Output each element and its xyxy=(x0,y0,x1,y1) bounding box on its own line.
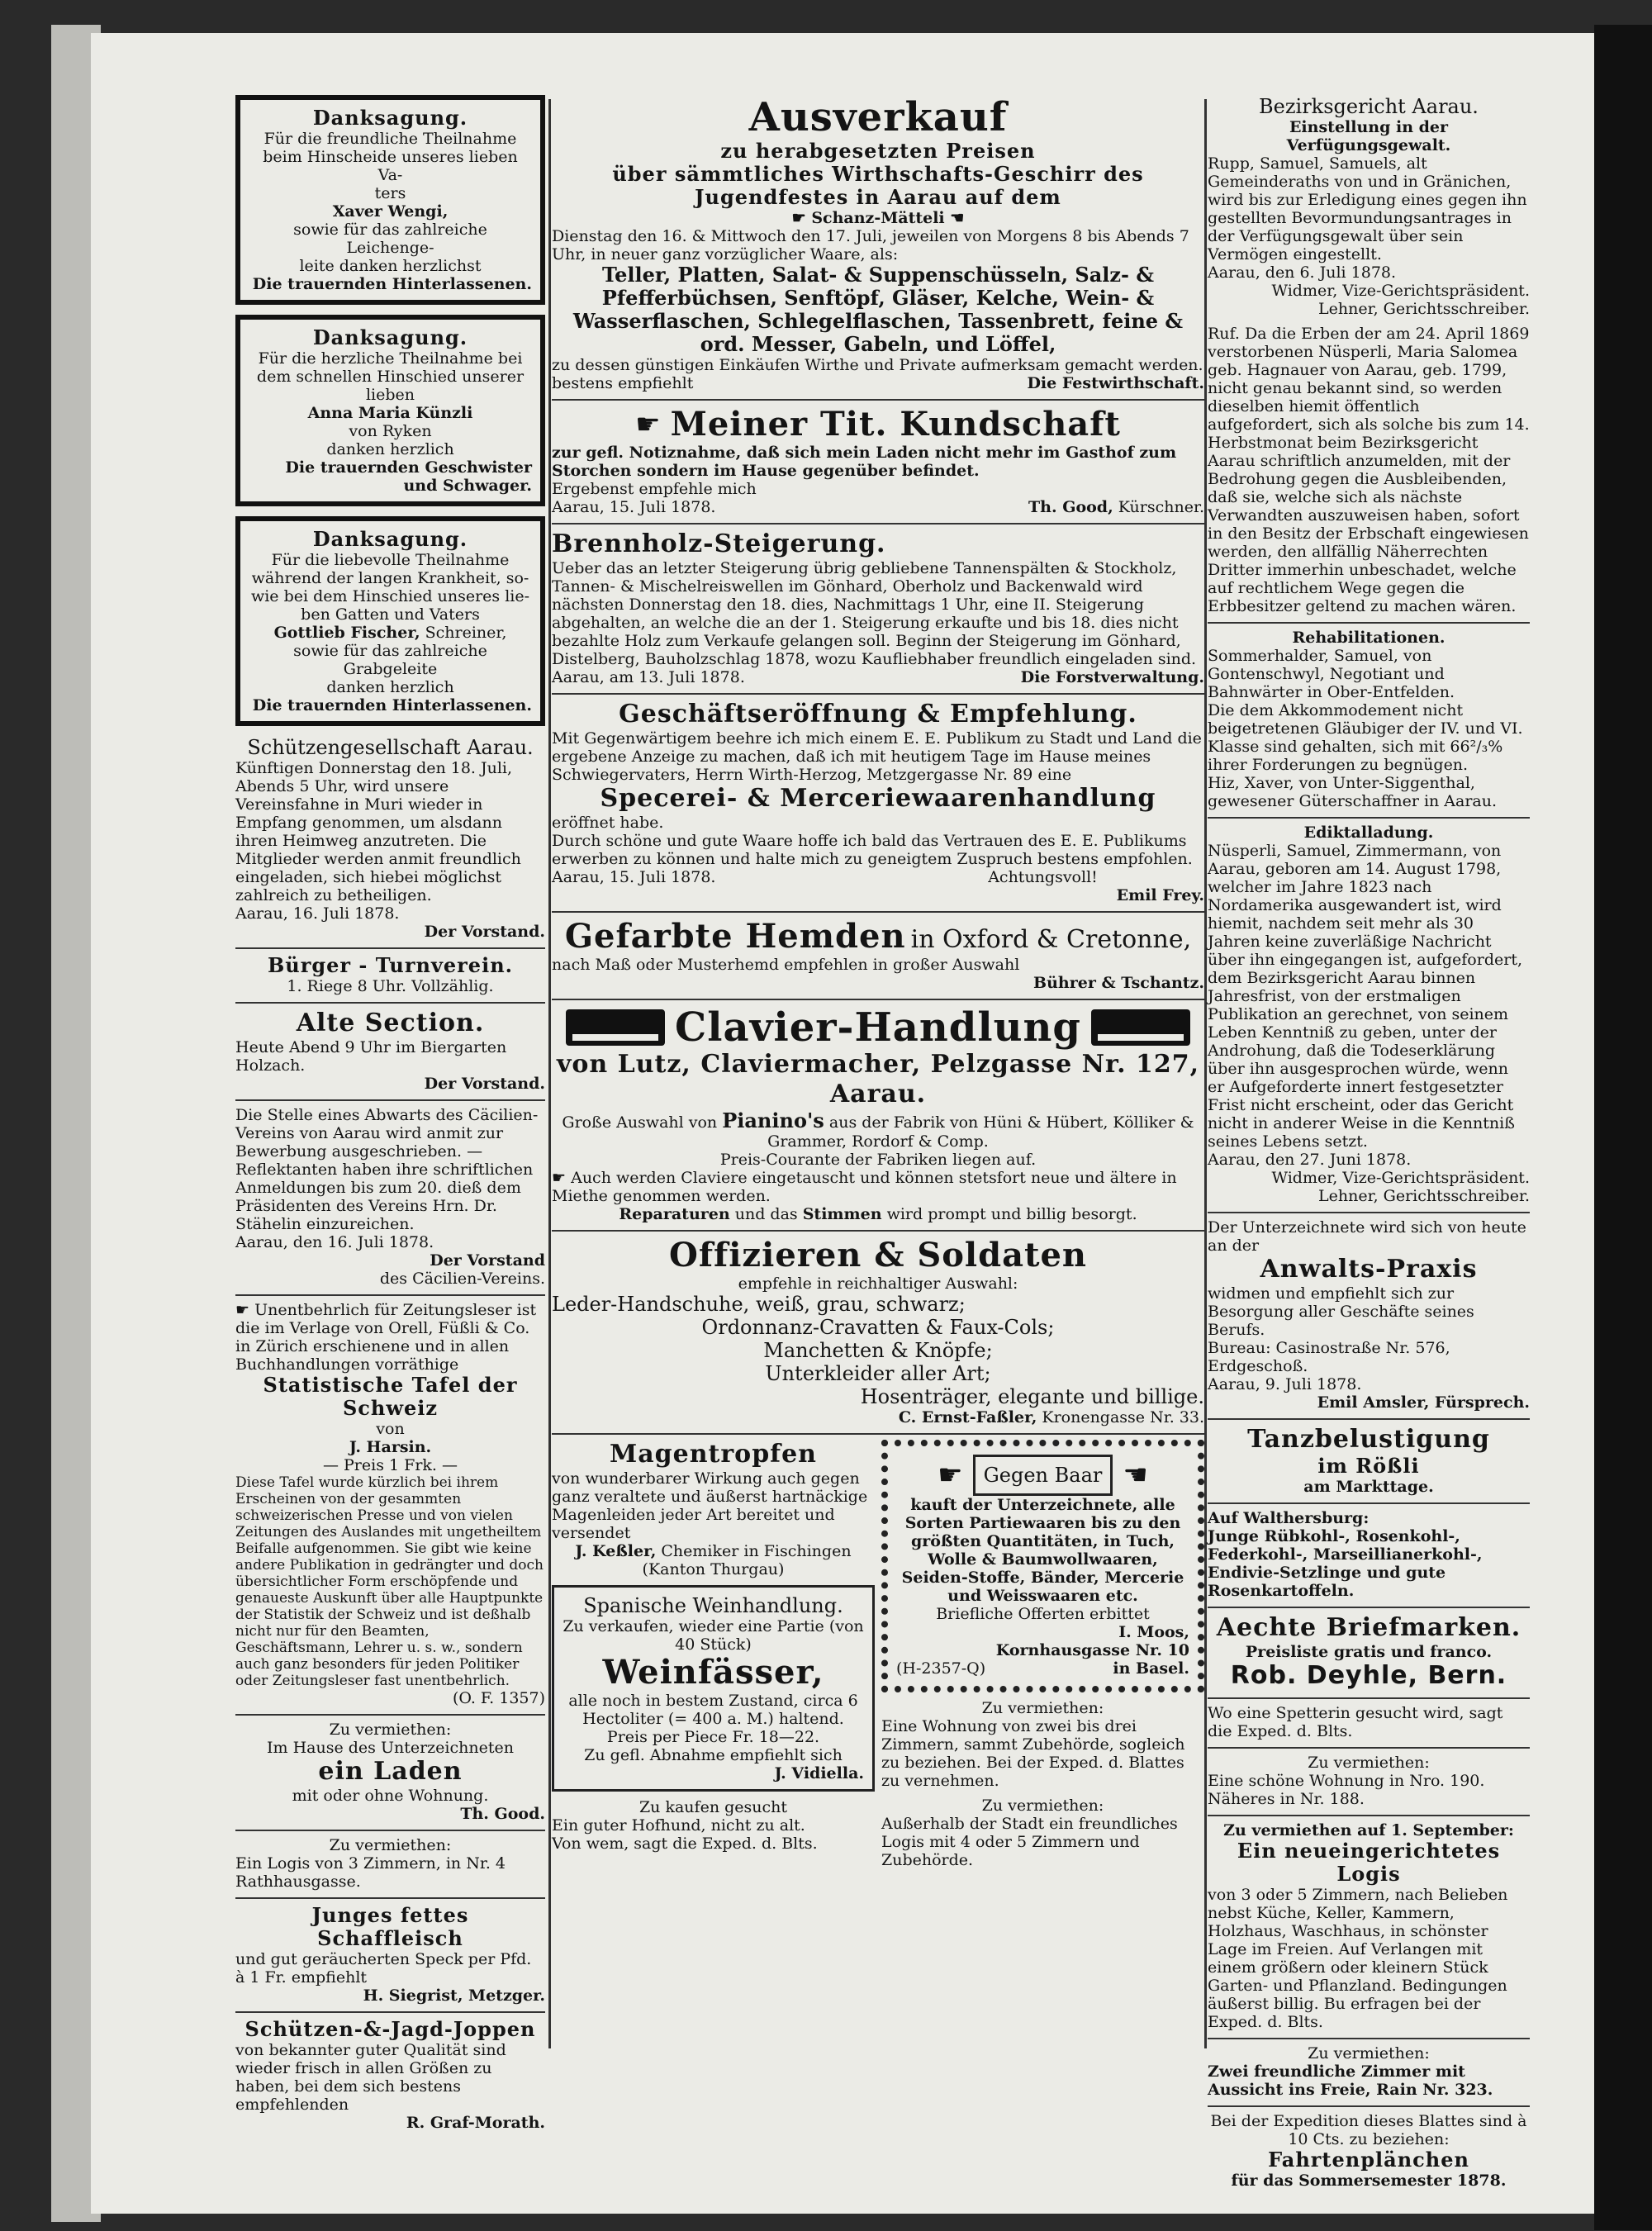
wohnung-190-ad: Zu vermiethen: Eine schöne Wohnung in Nro. 190. Näheres in Nr. 188. xyxy=(1208,1754,1485,1808)
schuetzengesellschaft-ad: Schützengesellschaft Aarau. Künftigen Donnerstag den 18. Juli, Abends 5 Uhr, wird unsere Vereinsfahne in Muri wieder in Empfang genommen, um alsdann ihren Heimweg anzutreten. Die Mitglieder werden anmit freundlich eingeladen, sich hiebei möglichst zahlreich zu betheiligen. Aarau, 16. Juli 1878. Der Vorstand. xyxy=(235,736,545,941)
briefmarken-ad: Aechte Briefmarken. Preisliste gratis und franco. Rob. Deyhle, Bern. xyxy=(1216,1613,1521,1690)
pointing-hand-icon: ☛ xyxy=(235,1301,250,1319)
hofhund-ad: Zu kaufen gesucht Ein guter Hofhund, nicht zu alt. Von wem, sagt die Exped. d. Blts. xyxy=(552,1798,818,1853)
zimmer-ad: Zu vermiethen: Zwei freundliche Zimmer mit Aussicht ins Freie, Rain Nr. 323. xyxy=(1208,2044,1493,2099)
lower-middle-ads xyxy=(552,1440,1204,1876)
turnverein-ad: Bürger - Turnverein. 1. Riege 8 Uhr. Vollzählig. xyxy=(268,953,513,995)
laden-ad: Zu vermiethen: Im Hause des Unterzeichneten ein Laden mit oder ohne Wohnung. Th. Good. xyxy=(267,1721,545,1823)
column-left xyxy=(235,95,545,2138)
schaffleisch-ad: Junges fettes Schaffleisch und gut geräucherten Speck per Pfd. à 1 Fr. empfiehlt H. Siegrist, Metzger. xyxy=(235,1903,545,2005)
pointing-hand-icon: ☚ xyxy=(950,209,965,227)
clavier-ad: Clavier-Handlung von Lutz, Claviermacher, Pelzgasse Nr. 127, Aarau. Große Auswahl von Pianino's aus der Fabrik von Hüni & Hübert, Kölliker & Grammer, Rordorf & Comp. Preis-Courante der Fabriken liegen auf. ☛ Auch werden Claviere eingetauscht und können stetsfort neue und ältere in Miethe genommen werden. Reparaturen und das Stimmen wird prompt und billig besorgt. xyxy=(552,1004,1200,1223)
offiziere-ad: Offizieren & Soldaten empfehle in reichhaltiger Auswahl: Leder-Handschuhe, weiß, grau, schwarz; Ordonnanz-Cravatten & Faux-Cols; Manchetten & Knöpfe; Unterkleider aller Art; Hosenträger, elegante und billige. C. Ernst-Faßler, Kronengasse Nr. 33. xyxy=(552,1236,1204,1426)
column-rule xyxy=(548,99,551,2048)
pointing-hand-icon: ☛ xyxy=(635,408,661,441)
column-rule xyxy=(1204,99,1207,2048)
danksagung-fischer: Danksagung. Für die liebevolle Theilnahme während der langen Krankheit, so- wie bei dem Hinschied unseres lie- ben Gatten und Vaters Gottlieb Fischer, Schreiner, sowie für das zahlreiche Grabgeleite danken herzlich Die trauernden Hinterlassenen. xyxy=(235,516,545,726)
column-right xyxy=(1208,95,1530,2196)
geschaeftseroeffnung-ad: Geschäftseröffnung & Empfehlung. Mit Gegenwärtigem beehre ich mich einem E. E. Publikum zu Stadt und Land die ergebene Anzeige zu machen, daß ich mit heutigem Tage im Hause meines Schwiegervaters, Herrn Wirth-Herzog, Metzgergasse Nr. 89 eine Specerei- & Merceriewaarenhandlung eröffnet habe. Durch schöne und gute Waare hoffe ich bald das Vertrauen des E. E. Publikums erwerben zu können und halte mich zu geneigtem Zuspruch bestens empfohlen. Aarau, 15. Juli 1878. Achtungsvoll! Emil Frey. xyxy=(552,700,1204,904)
wohnung-ad: Zu vermiethen: Eine Wohnung von zwei bis drei Zimmern, sammt Zubehörde, sogleich zu beziehen. Bei der Exped. d. Blattes zu vernehmen. xyxy=(881,1699,1185,1790)
pointing-hand-icon: ☚ xyxy=(1123,1459,1148,1492)
rehabilitationen: Rehabilitationen. Sommerhalder, Samuel, von Gontenschwyl, Negotiant und Bahnwärter in Ober-Entfelden. Die dem Akkommodement nicht beigetretenen Gläubiger der IV. und VI. Klasse sind gehalten, sich mit 66²/₃% ihrer Forderungen zu begnügen. Hiz, Xaver, von Unter-Siggenthal, gewesener Güterschaffner in Aarau. xyxy=(1208,629,1523,810)
bezirksgericht-ad: Bezirksgericht Aarau. Einstellung in der Verfügungsgewalt. Rupp, Samuel, Samuels, alt Gemeinderaths von und in Gränichen, wird bis zur Erledigung eines gegen ihn gestellten Bevormundungsantrages in der Verfügungsgewalt über sein Vermögen eingestellt. Aarau, den 6. Juli 1878. Widmer, Vize-Gerichtspräsident. Lehner, Gerichtsschreiber. xyxy=(1208,95,1530,318)
ruf-notice: Ruf. Da die Erben der am 24. April 1869 verstorbenen Nüsperli, Maria Salomea geb. Hagnauer von Aarau, geb. 1799, nicht genau bekannt sind, so werden dieselben hiemit öffentlich aufgefordert, sich als solche bis zum 14. Herbstmonat beim Bezirksgericht Aarau schriftlich anzumelden, mit der Bedrohung gegen die Ausbleibenden, daß sie, welche sich als nächste Verwandten auszuweisen haben, sofort in den Besitz der Erbschaft eingewiesen werden, den allfällig Näherrechten Dritter immerhin unbeschadet, welche auf rechtlichem Wege gegen die Erbbesitzer geltend zu machen wären. xyxy=(1208,325,1530,615)
ediktalladung: Ediktalladung. Nüsperli, Samuel, Zimmermann, von Aarau, geboren am 14. August 1798, welcher im Jahre 1823 nach Nordamerika ausgewandert ist, wird hiemit, nachdem seit mehr als 30 Jahren keine zuverläßige Nachricht über ihn eingegangen ist, aufgefordert, dem Bezirksgericht Aarau binnen Jahresfrist, von der erstmaligen Publikation an gerechnet, von seinem Leben Kenntniß zu geben, unter der Androhung, daß die Todeserklärung über ihn ausgesprochen würde, wenn er Aufgeforderte innert festgesetzter Frist nicht erscheint, oder das Gericht nicht in anderer Weise in die Kenntniß seines Lebens setzt. Aarau, den 27. Juni 1878. Widmer, Vize-Gerichtspräsident. Lehner, Gerichtsschreiber. xyxy=(1208,824,1530,1205)
brennholz-ad: Brennholz-Steigerung. Ueber das an letzter Steigerung übrig gebliebene Tannenspälten & Stockholz, Tannen- & Mischelreiswellen im Gönhard, Oberholz und Backenwald wird nächsten Donnerstag den 18. dies, Nachmittags 1 Uhr, eine II. Steigerung abgehalten, an welche die an der 1. Steigerung erkaufte und bis 18. dies nicht bezahlte Holz zum Verkaufe gelangen soll. Beginn der Steigerung im Gönhard, Distelberg, Bauholzschlag 1878, wozu Kaufliebhaber freundlich eingeladen sind. Aarau, am 13. Juli 1878. Die Forstverwaltung. xyxy=(552,529,1204,686)
column-middle xyxy=(552,95,1204,1876)
alte-section-ad: Alte Section. Heute Abend 9 Uhr im Biergarten Holzach. Der Vorstand. xyxy=(235,1009,545,1093)
piano-icon xyxy=(1091,1009,1190,1046)
walthersburg-ad: Auf Walthersburg: Junge Rübkohl-, Rosenkohl-, Federkohl-, Marseillianerkohl-, Endivie-Setzlinge und gute Rosenkartoffeln. xyxy=(1208,1509,1483,1600)
pointing-hand-icon: ☛ xyxy=(791,209,806,227)
kundschaft-ad: ☛ Meiner Tit. Kundschaft zur gefl. Notiznahme, daß sich mein Laden nicht mehr im Gasthof zum Storchen sondern im Hause gegenüber befindet. Ergebenst empfehle mich Aarau, 15. Juli 1878. Th. Good, Kürschner. xyxy=(552,405,1204,516)
statistische-tafel-ad: ☛ Unentbehrlich für Zeitungsleser ist die im Verlage von Orell, Füßli & Co. in Zürich erschienene und in allen Buchhandlungen vorräthige Statistische Tafel der Schweiz von J. Harsin. — Preis 1 Frk. — Diese Tafel wurde kürzlich bei ihrem Erscheinen von der gesammten schweizerischen Presse und von vielen Zeitungen des Auslandes mit ungetheiltem Beifalle aufgenommen. Sie gibt wie keine andere Publikation in gedrängter und doch übersichtlicher Form erschöpfende und genaueste Auskunft über alle Hauptpunkte der Statistik der Schweiz und ist deßhalb nicht nur für den Beamten, Geschäftsmann, Lehrer u. s. w., sondern auch ganz besonders für jeden Politiker oder Zeitungsleser fast unentbehrlich. (O. F. 1357) xyxy=(235,1301,545,1707)
logis-ad: Zu vermiethen: Ein Logis von 3 Zimmern, in Nr. 4 Rathhausgasse. xyxy=(235,1836,506,1891)
danksagung-wengi: Danksagung. Für die freundliche Theilnahme beim Hinscheide unseres lieben Va- ters Xaver Wengi, sowie für das zahlreiche Leichenge- leite danken herzlichst Die trauernden Hinterlassenen. xyxy=(235,95,545,305)
tanzbelustigung-ad: Tanzbelustigung im Rößli am Markttage. xyxy=(1247,1425,1490,1496)
ausverkauf-ad: Ausverkauf zu herabgesetzten Preisen über sämmtliches Wirthschafts-Geschirr des Jugendfestes in Aarau auf dem ☛ Schanz-Mätteli ☚ Dienstag den 16. & Mittwoch den 17. Juli, jeweilen von Morgens 8 bis Abends 7 Uhr, in neuer ganz vorzüglicher Waare, als: Teller, Platten, Salat- & Suppenschüsseln, Salz- & Pfefferbüchsen, Senftöpf, Gläser, Kelche, Wein- & Wasserflaschen, Schlegelflaschen, Tassenbrett, feine & ord. Messer, Gabeln, und Löffel, zu dessen günstigen Einkäufen Wirthe und Private aufmerksam gemacht werden. bestens empfiehlt Die Festwirthschaft. xyxy=(552,94,1204,392)
logis-aussen-ad: Zu vermiethen: Außerhalb der Stadt ein freundliches Logis mit 4 oder 5 Zimmern und Zubehörde. xyxy=(881,1797,1178,1869)
fahrtenplaenchen-ad: Bei der Expedition dieses Blattes sind à 10 Cts. zu beziehen: Fahrtenplänchen für das Sommersemester 1878. xyxy=(1210,2112,1527,2190)
anwalts-praxis-ad: Der Unterzeichnete wird sich von heute an der Anwalts-Praxis widmen und empfiehlt sich zur Besorgung aller Geschäfte seines Berufs. Bureau: Casinostraße Nr. 576, Erdgeschoß. Aarau, 9. Juli 1878. Emil Amsler, Fürsprech. xyxy=(1208,1218,1530,1412)
pointing-hand-icon: ☛ xyxy=(552,1169,567,1187)
joppen-ad: Schützen-&-Jagd-Joppen von bekannter guter Qualität sind wieder frisch in allen Größen zu haben, bei dem sich bestens empfehlenden R. Graf-Morath. xyxy=(235,2017,545,2132)
pointing-hand-icon: ☛ xyxy=(938,1459,963,1492)
scan-border xyxy=(1594,25,1652,2230)
caecilienverein-ad: Die Stelle eines Abwarts des Cäcilien-Vereins von Aarau wird anmit zur Bewerbung ausgeschrieben. — Reflektanten haben ihre schriftlichen Anmeldungen bis zum 20. dieß dem Präsidenten des Vereins Hrn. Dr. Stähelin einzureichen. Aarau, den 16. Juli 1878. Der Vorstand des Cäcilien-Vereins. xyxy=(235,1106,545,1288)
spetterin-ad: Wo eine Spetterin gesucht wird, sagt die Exped. d. Blts. xyxy=(1208,1704,1503,1740)
weinhandlung-ad: Spanische Weinhandlung. Zu verkaufen, wieder eine Partie (von 40 Stück) Weinfässer, alle noch in bestem Zustand, circa 6 Hectoliter (= 400 a. M.) haltend. Preis per Piece Fr. 18—22. Zu gefl. Abnahme empfiehlt sich J. Vidiella. xyxy=(552,1585,875,1792)
logis-september-ad: Zu vermiethen auf 1. September: Ein neueingerichtetes Logis von 3 oder 5 Zimmern, nach Belieben nebst Küche, Keller, Kammern, Holzhaus, Waschhaus, in schönster Lage im Freien. Auf Verlangen mit einem größern oder kleinern Stück Garten- und Pflanzland. Bedingungen äußerst billig. Bu erfragen bei der Exped. d. Blts. xyxy=(1208,1821,1514,2031)
magentropfen-ad: Magentropfen von wunderbarer Wirkung auch gegen ganz veraltete und äußerst hartnäckige Magenleiden jeder Art bereitet und versendet J. Keßler, Chemiker in Fischingen (Kanton Thurgau) xyxy=(552,1440,868,1578)
danksagung-kuenzli: Danksagung. Für die herzliche Theilnahme bei dem schnellen Hinschied unserer lieben Anna Maria Künzli von Ryken danken herzlich Die trauernden Geschwister und Schwager. xyxy=(235,315,545,506)
piano-icon xyxy=(566,1009,665,1046)
gegen-baar-ad: ☛ Gegen Baar ☚ kauft der Unterzeichnete, alle Sorten Partiewaaren bis zu den größten Quantitäten, in Tuch, Wolle & Baumwollwaaren, Seiden-Stoffe, Bänder, Mercerie und Weisswaaren etc. Briefliche Offerten erbittet I. Moos, Kornhausgasse Nr. 10 (H-2357-Q) in Basel. xyxy=(881,1440,1204,1692)
hemden-ad: Gefarbte Hemden in Oxford & Cretonne, nach Maß oder Musterhemd empfehlen in großer Auswahl Bührer & Tschantz. xyxy=(552,917,1204,992)
